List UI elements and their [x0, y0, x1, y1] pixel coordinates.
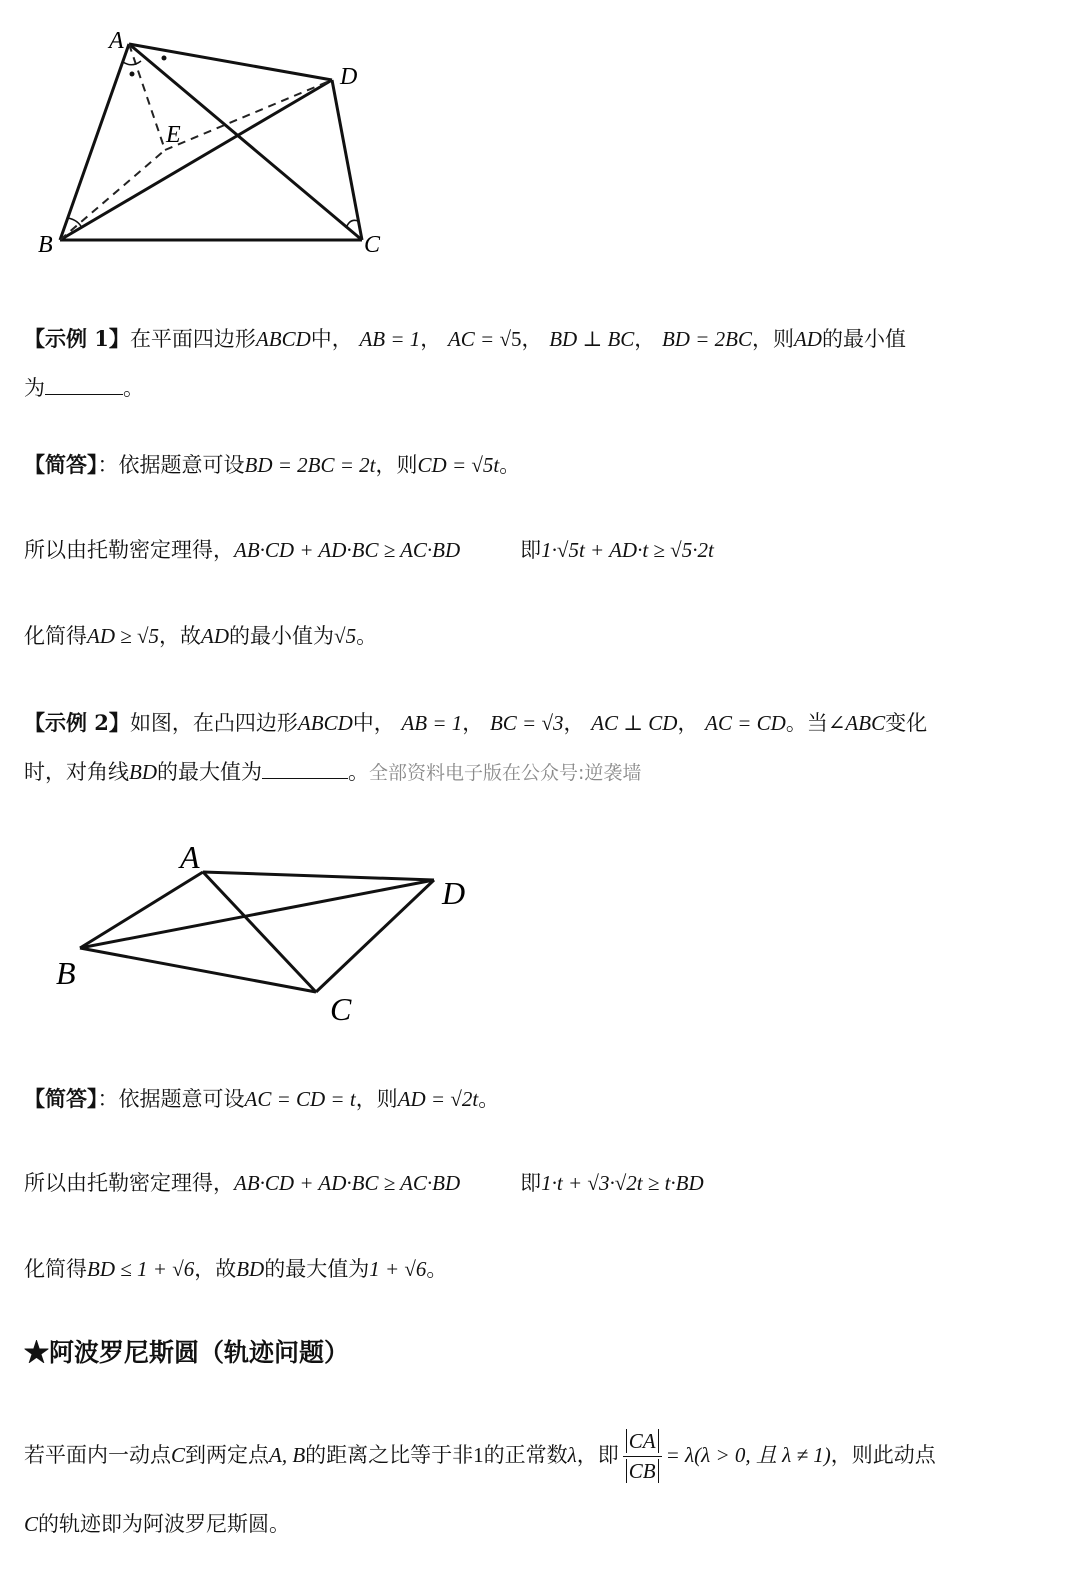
example-1-line-1: 【示例 1】在平面四边形ABCD中， AB = 1， AC = √5， BD ⊥ BC， BD = 2BC，则AD的最小值	[24, 326, 906, 351]
segment-dc	[316, 880, 434, 992]
answer-1-line-2: 所以由托勒密定理得，AB·CD + AD·BC ≥ AC·BD 即1·√5t + AD·t ≥ √5·2t	[24, 538, 714, 562]
answer-blank-1[interactable]	[45, 393, 123, 395]
angle-mark-a	[123, 61, 141, 65]
star-icon: ★	[24, 1338, 50, 1367]
segment-ad	[203, 872, 434, 880]
answer-2-tag: 【简答】	[24, 1086, 98, 1111]
label-a: A	[109, 28, 124, 54]
definition-line-1: 若平面内一动点C到两定点A, B的距离之比等于非1的正常数λ，即 $\frac{CA}{CB}$ = λ(λ > 0, 且 λ ≠ 1)，则此动点	[24, 1428, 936, 1483]
example-1-line-2: 为 。	[24, 376, 144, 400]
example-2-tag: 【示例 2】	[24, 710, 130, 735]
label-c: C	[364, 232, 381, 258]
label-d: D	[340, 64, 358, 90]
figure-2-quadrilateral	[40, 838, 500, 1038]
example-1-tag: 【示例 1】	[24, 326, 130, 351]
answer-2-line-3: 化简得BD ≤ 1 + √6，故BD的最大值为1 + √6。	[24, 1257, 448, 1281]
label-a: A	[180, 839, 200, 875]
answer-1-line-1: 【简答】：依据题意可设BD = 2BC = 2t，则CD = √5t。	[24, 452, 521, 477]
ratio-fraction: $\frac{CA}{CB}$	[623, 1429, 662, 1484]
label-e: E	[166, 122, 181, 148]
label-d: D	[442, 875, 466, 911]
segment-dc	[332, 80, 362, 240]
label-b: B	[56, 955, 76, 991]
answer-blank-2[interactable]	[262, 777, 348, 779]
figure-1-quadrilateral	[24, 18, 424, 268]
example-2-line-1: 【示例 2】如图，在凸四边形ABCD中， AB = 1， BC = √3， AC ⊥ CD， AC = CD。当∠ABC变化	[24, 710, 928, 735]
dashed-ed	[165, 80, 332, 150]
diagonal-bd	[60, 80, 332, 240]
answer-1-tag: 【简答】	[24, 452, 98, 477]
angle-dot-2	[162, 56, 167, 61]
segment-ad	[129, 44, 332, 80]
label-c: C	[330, 991, 352, 1027]
diagonal-ac	[129, 44, 362, 240]
watermark-text: 全部资料电子版在公众号:逆袭墙	[369, 762, 642, 784]
example-2-line-2: 时，对角线BD的最大值为 。全部资料电子版在公众号:逆袭墙	[24, 760, 642, 784]
section-title: 阿波罗尼斯圆（轨迹问题）	[49, 1338, 350, 1367]
section-heading	[24, 1338, 1056, 1368]
label-b: B	[38, 232, 53, 258]
answer-2-line-1: 【简答】：依据题意可设AC = CD = t，则AD = √2t。	[24, 1086, 500, 1111]
answer-1-line-3: 化简得AD ≥ √5，故AD的最小值为√5。	[24, 624, 378, 648]
answer-2-line-2: 所以由托勒密定理得，AB·CD + AD·BC ≥ AC·BD 即1·t + √3·√2t ≥ t·BD	[24, 1171, 704, 1195]
definition-line-2: C的轨迹即为阿波罗尼斯圆。	[24, 1512, 291, 1536]
angle-dot-1	[130, 72, 135, 77]
